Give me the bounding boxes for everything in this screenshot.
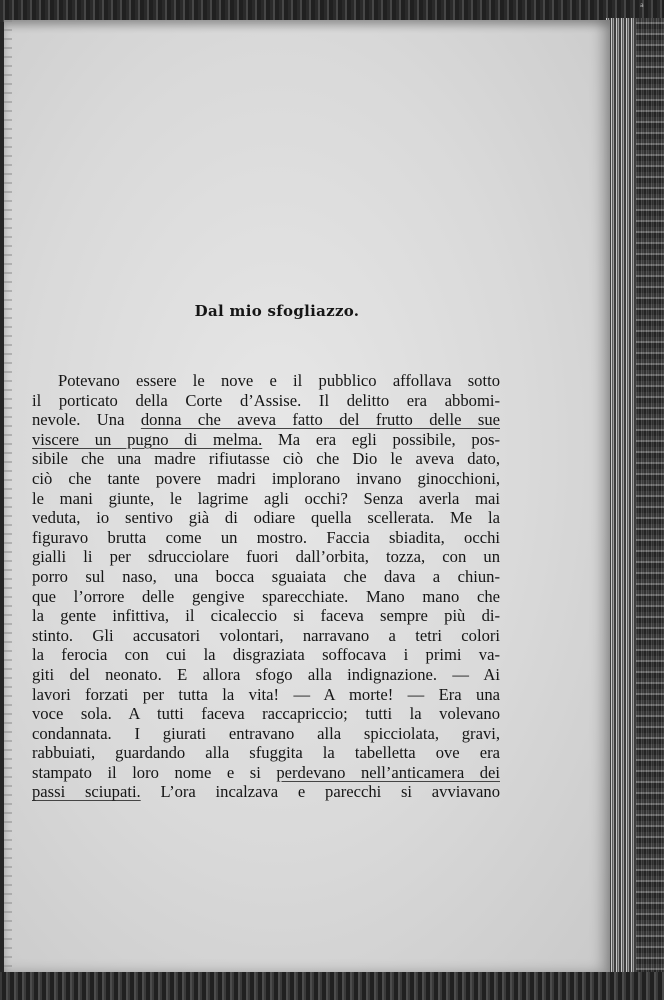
text-line: sibile che una madre rifiutasse ciò che Dio le aveva dato,	[32, 449, 500, 469]
text-line	[32, 430, 500, 450]
text-line: voce sola. A tutti faceva raccapriccio; tutti la volevano	[32, 704, 500, 724]
corner-mark: a	[640, 2, 644, 9]
page-stack-edge	[606, 18, 664, 978]
text-line: la gente infittiva, il cicaleccio si faceva sempre più di-	[32, 606, 500, 626]
text-line: figuravo brutta come un mostro. Faccia sbiadita, occhi	[32, 527, 500, 547]
book-page	[4, 20, 610, 972]
text-line: veduta, io sentivo già di odiare quella scellerata. Me la	[32, 508, 500, 528]
underlined-passage: viscere un pugno di melma.	[32, 429, 263, 449]
text-segment: nevole. Una	[32, 410, 141, 430]
chapter-heading: Dal mio sfogliazzo.	[194, 302, 360, 320]
text-line	[32, 410, 500, 430]
text-line: gialli li per sdrucciolare fuori dall’orbita, tozza, con un	[32, 547, 500, 567]
binding-shadow	[4, 20, 12, 972]
text-line: lavori forzati per tutta la vita! — A morte! — Era una	[32, 684, 500, 704]
text-line: la ferocia con cui la disgraziata soffocava i primi va-	[32, 645, 500, 665]
text-segment: Ma era egli possibile, pos-	[262, 429, 500, 449]
text-line: rabbuiati, guardando alla sfuggita la tabelletta ove era	[32, 743, 500, 763]
top-page-edge	[0, 0, 664, 22]
text-line: condannata. I giurati entravano alla spicciolata, gravi,	[32, 723, 500, 743]
text-line	[32, 763, 500, 783]
text-line	[32, 782, 500, 802]
text-line: que l’orrore delle gengive sparecchiate. Mano mano che	[32, 586, 500, 606]
text-segment: L’ora incalzava e parecchi si avviavano	[140, 782, 500, 802]
text-line: Potevano essere le nove e il pubblico affollava sotto	[58, 371, 500, 390]
text-line: ciò che tante povere madri implorano invano ginocchioni,	[32, 468, 500, 488]
underlined-passage: perdevano nell’anticamera dei	[276, 762, 500, 782]
body-paragraph	[32, 371, 500, 802]
text-line: porro sul naso, una bocca sguaiata che dava a chiun-	[32, 566, 500, 586]
underlined-passage: donna che aveva fatto del frutto delle sue	[140, 410, 500, 430]
underlined-passage: passi sciupati.	[32, 782, 141, 802]
text-line: il porticato della Corte d’Assise. Il delitto era abbomi-	[32, 390, 500, 410]
text-line: stinto. Gli accusatori volontari, narravano a tetri colori	[32, 625, 500, 645]
text-segment: stampato il loro nome e si	[32, 762, 277, 782]
text-line: giti del neonato. E allora sfogo alla indignazione. — Ai	[32, 664, 500, 684]
text-line: le mani giunte, le lagrime agli occhi? Senza averla mai	[32, 488, 500, 508]
bottom-page-edge	[0, 972, 664, 1000]
